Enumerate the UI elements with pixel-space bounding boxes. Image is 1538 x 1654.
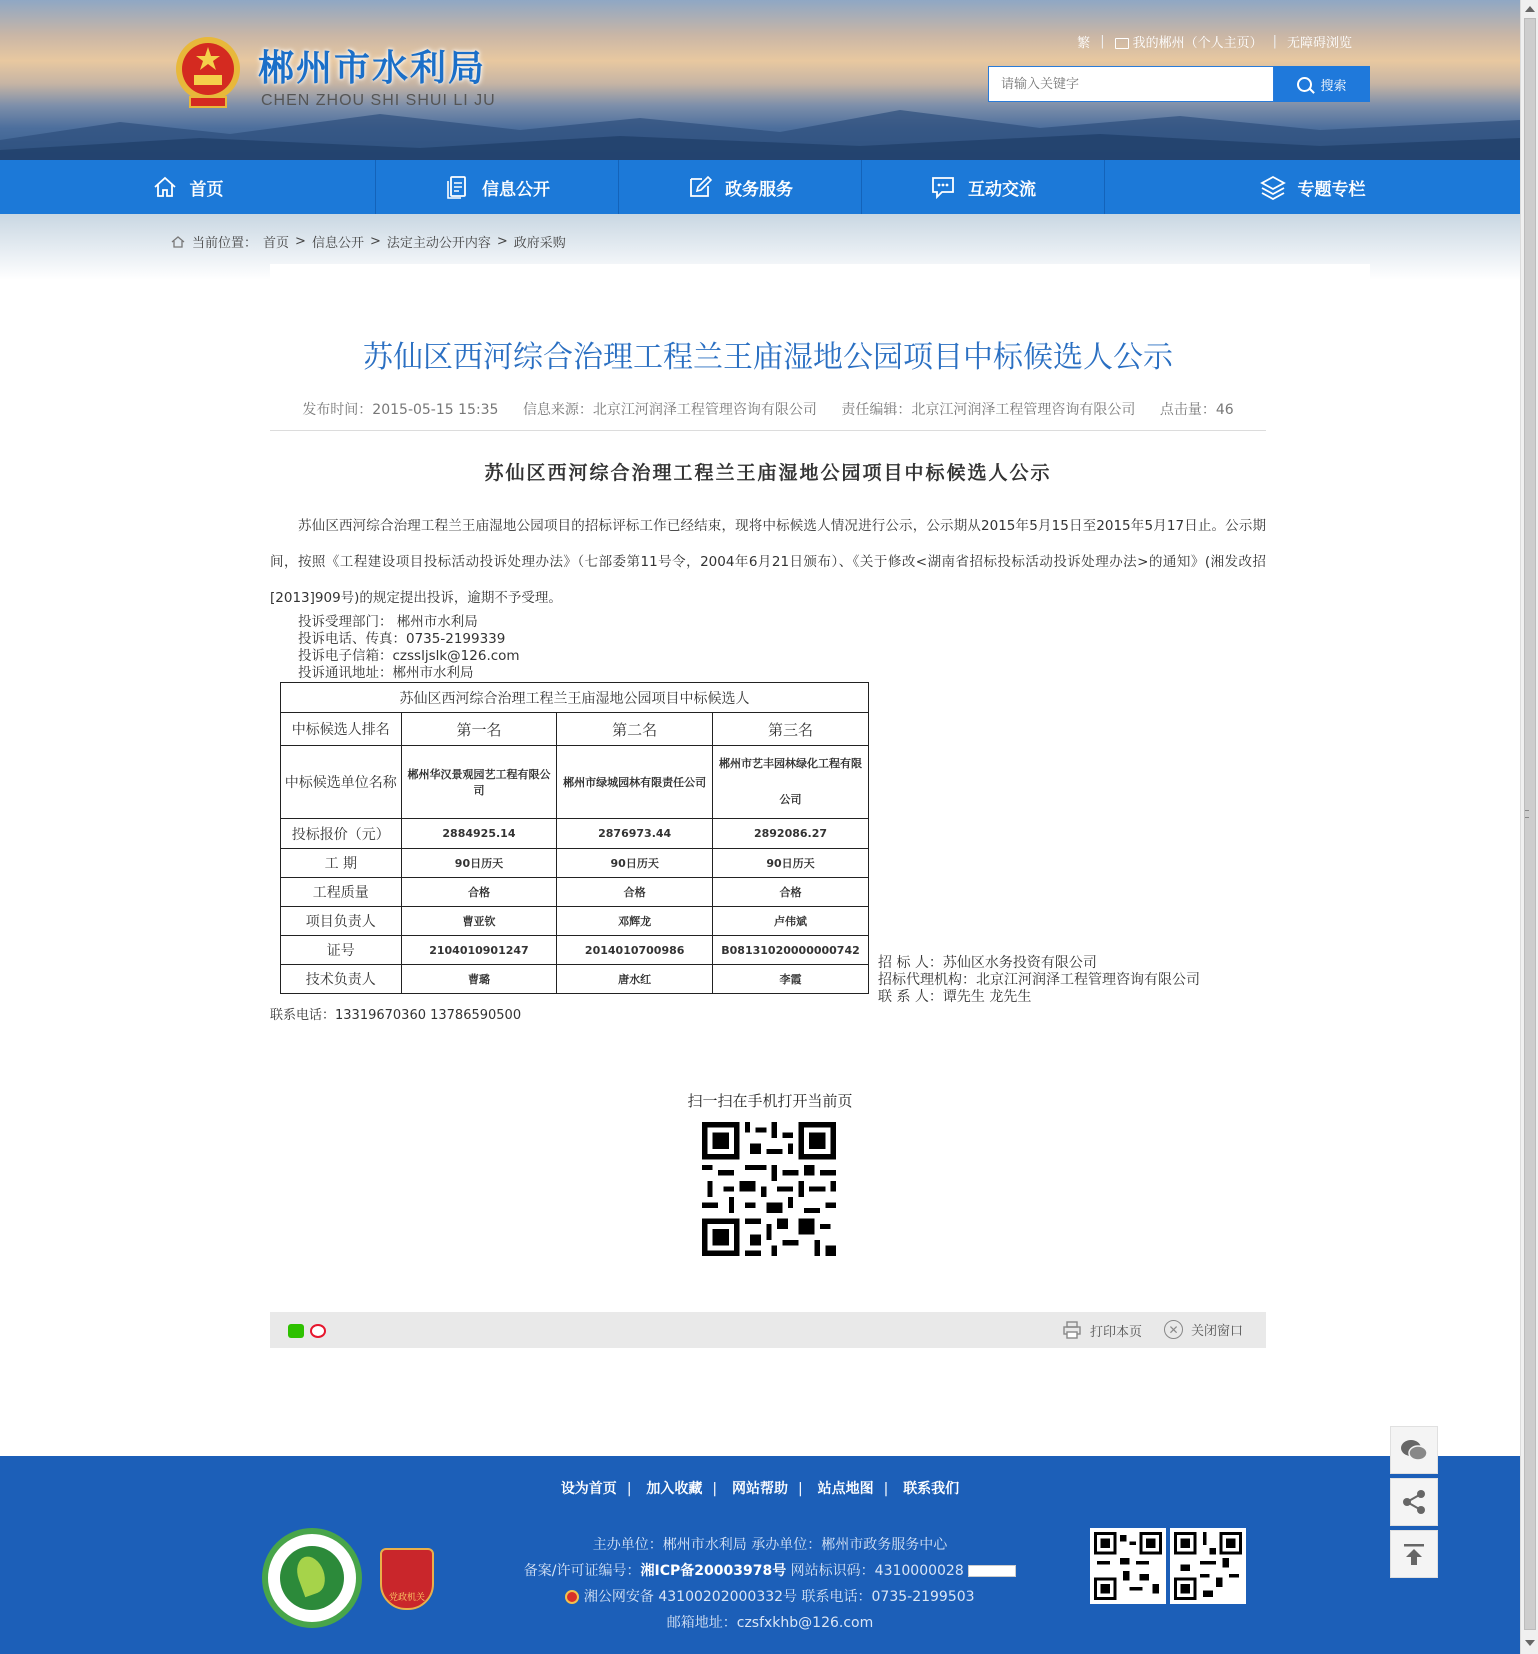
table-cell: 90日历天 [401,849,557,878]
search-input[interactable] [988,66,1274,102]
nav-item-label: 政务服务 [725,179,793,200]
nav-item-home[interactable] [0,160,376,214]
table-row [281,936,869,965]
complaint-address: 投诉通讯地址：郴州市水利局 [298,665,474,681]
home-icon [152,174,178,200]
table-cell: 曹亚钦 [401,907,557,936]
table-cell: 合格 [557,878,713,907]
table-cell: 2104010901247 [401,936,557,965]
footer-link-set-home[interactable]: 设为首页 [560,1481,617,1497]
chat-icon [930,174,956,200]
table-cell: 2892086.27 [713,819,869,849]
qr-code-icon [702,1122,836,1256]
separator: | [712,1481,718,1497]
footer-info [430,1532,1110,1636]
table-cell: 合格 [401,878,557,907]
scroll-up-arrow-icon[interactable] [1525,6,1535,12]
qr-code-icon [1090,1528,1166,1604]
footer-police-line [430,1584,1110,1610]
separator: | [1100,34,1105,49]
qr-caption: 扫一扫在手机打开当前页 [687,1092,853,1110]
table-cell: 卢伟斌 [713,907,869,936]
police-badge-icon [565,1590,579,1604]
table-row [281,907,869,936]
tenderer-line: 招 标 人：苏仙区水务投资有限公司 [878,955,1097,971]
nav-item-label: 信息公开 [482,179,550,200]
badge-label: 党政机关 [388,1593,425,1603]
police-record[interactable]: 湘公网安备 43100202000332号 [583,1589,798,1605]
monitor-icon [1115,38,1129,49]
table-cell: 郴州市绿城园林有限责任公司 [557,746,713,819]
edit-icon [687,174,713,200]
share-bar [270,1312,1266,1348]
footer-email: 邮箱地址：czsfxkhb@126.com [666,1615,874,1631]
share-float-button[interactable] [1390,1478,1438,1526]
site-code: 网站标识码：4310000028 [790,1563,964,1579]
national-emblem-icon [172,33,244,113]
contact-phone: 联系电话：13319670360 13786590500 [270,1008,522,1023]
scroll-down-arrow-icon[interactable] [1525,1640,1535,1646]
table-header-cell: 第二名 [557,713,713,746]
civilization-badge-icon[interactable] [262,1528,362,1628]
responsible-editor: 责任编辑：北京江河润泽工程管理咨询有限公司 [841,402,1136,418]
search-button[interactable] [1274,66,1370,102]
traditional-chinese-link[interactable]: 繁 [1077,36,1091,51]
row-label: 中标候选单位名称 [281,746,402,819]
separator: | [883,1481,889,1497]
back-to-top-icon [1400,1540,1428,1568]
breadcrumb-item-home[interactable]: 首页 [263,236,290,251]
layers-icon [1260,174,1286,200]
table-header-cell: 第三名 [713,713,869,746]
footer-phone: 联系电话：0735-2199503 [801,1589,975,1605]
publish-time: 发布时间：2015-05-15 15:35 [302,402,499,418]
breadcrumb-item-statutory[interactable]: 法定主动公开内容 [386,236,491,251]
site-header [0,0,1520,160]
print-button[interactable] [1062,1320,1142,1340]
article-title: 苏仙区西河综合治理工程兰王庙湿地公园项目中标候选人公示 [363,340,1173,375]
table-header-cell: 中标候选人排名 [281,713,402,746]
close-window-button[interactable] [1164,1320,1243,1339]
breadcrumb-prefix: 当前位置： [192,236,258,251]
table-row [281,965,869,994]
row-label: 工 期 [281,849,402,878]
table-row [281,746,869,819]
home-icon [170,234,186,250]
table-cell: 邓辉龙 [557,907,713,936]
nav-item-special-topics[interactable] [1105,160,1520,214]
footer-link-sitemap[interactable]: 站点地图 [817,1481,874,1497]
site-footer [0,1456,1520,1654]
nav-item-label: 首页 [189,179,224,200]
complaint-info [298,614,520,682]
row-label: 项目负责人 [281,907,402,936]
scrollbar-thumb[interactable] [1524,18,1536,1630]
close-icon: ✕ [1164,1320,1183,1339]
accessibility-link[interactable]: 无障碍浏览 [1286,36,1352,51]
wechat-icon [1399,1437,1429,1463]
footer-link-favorite[interactable]: 加入收藏 [646,1481,703,1497]
document-icon [444,174,470,200]
table-cell: 合格 [713,878,869,907]
tenderer-info [878,955,1200,1006]
table-cell: B08131020000000742 [713,936,869,965]
top-links [1077,32,1352,51]
row-label: 证号 [281,936,402,965]
table-cell: 90日历天 [713,849,869,878]
site-title[interactable]: 郴州市水利局 [258,48,487,89]
breadcrumb-item-info[interactable]: 信息公开 [311,236,364,251]
wechat-float-button[interactable] [1390,1426,1438,1474]
tenderer-line: 联 系 人：谭先生 龙先生 [878,989,1032,1005]
info-source: 信息来源：北京江河润泽工程管理咨询有限公司 [522,402,817,418]
table-row [281,819,869,849]
footer-license-line [430,1558,1110,1584]
breadcrumb-item-procurement[interactable]: 政府采购 [513,236,566,251]
row-label: 技术负责人 [281,965,402,994]
weibo-share-icon[interactable] [310,1324,326,1338]
table-row [281,878,869,907]
row-label: 投标报价（元） [281,819,402,849]
table-header-cell: 第一名 [401,713,557,746]
table-cell: 90日历天 [557,849,713,878]
share-icon [1400,1488,1428,1516]
table-caption: 苏仙区西河综合治理工程兰王庙湿地公园项目中标候选人 [281,683,869,713]
print-label: 打印本页 [1090,1324,1143,1340]
nav-item-label: 互动交流 [968,179,1036,200]
table-caption-row [281,683,869,713]
table-cell: 2884925.14 [401,819,557,849]
complaint-dept: 投诉受理部门： 郴州市水利局 [298,614,478,630]
main-nav [0,160,1520,214]
breadcrumb-separator: > [369,234,381,249]
separator: | [626,1481,632,1497]
search-icon [1297,77,1312,92]
article-meta [270,399,1266,419]
footer-links [0,1478,1520,1498]
vertical-scrollbar[interactable] [1520,0,1538,1654]
nav-item-interaction[interactable] [862,160,1105,214]
icp-link[interactable]: 湘ICP备20003978号 [640,1563,787,1579]
scrollbar-grip [1525,810,1529,818]
table-cell: 李霞 [713,965,869,994]
back-to-top-button[interactable] [1390,1530,1438,1578]
table-header-row [281,713,869,746]
breadcrumb [170,232,566,251]
search-button-label: 搜索 [1320,78,1347,94]
nav-item-info-public[interactable] [376,160,619,214]
close-label: 关闭窗口 [1191,1324,1244,1339]
complaint-email: 投诉电子信箱：czssljslk@126.com [298,648,520,664]
table-row [281,849,869,878]
table-cell: 唐水红 [557,965,713,994]
complaint-phone: 投诉电话、传真：0735-2199339 [298,631,506,647]
breadcrumb-separator: > [496,234,508,249]
table-cell: 曹璐 [401,965,557,994]
footer-license-prefix: 备案/许可证编号： [523,1563,641,1579]
footer-sponsor: 主办单位：郴州市水利局 承办单位：郴州市政务服务中心 [592,1537,948,1553]
party-gov-badge-icon[interactable] [380,1548,434,1610]
my-chenzhou-link[interactable] [1115,32,1263,51]
footer-link-help[interactable]: 网站帮助 [732,1481,788,1497]
site-pinyin: CHEN ZHOU SHI SHUI LI JU [261,92,496,109]
view-count: 点击量：46 [1159,402,1234,418]
table-cell: 郴州华汉景观园艺工程有限公司 [401,746,557,819]
separator: | [798,1481,803,1497]
separator: | [1272,34,1277,49]
tenderer-line: 招标代理机构：北京江河润泽工程管理咨询有限公司 [878,972,1200,988]
candidate-table [280,682,869,994]
nav-item-label: 专题专栏 [1297,179,1366,200]
table-cell: 2014010700986 [557,936,713,965]
footer-link-contact[interactable]: 联系我们 [903,1481,960,1497]
nav-item-gov-service[interactable] [619,160,862,214]
notice-body: 苏仙区西河综合治理工程兰王庙湿地公园项目的招标评标工作已经结束，现将中标候选人情况进行公示，公示期从2015年5月15日至2015年5月17日止。公示期间，按照《工程建设项目投标活动投诉处理办法》（七部委第11号令，2004年6月21日颁布）、《关于修改<湖南省招标投标活动投诉处理办法>的通知》(湘发改招[2013]909号)的规定提出投诉，逾期不予受理。 [270,518,1266,606]
wechat-share-icon[interactable] [288,1324,304,1338]
table-cell: 2876973.44 [557,819,713,849]
row-label: 工程质量 [281,878,402,907]
breadcrumb-separator: > [295,234,306,249]
divider [270,430,1266,431]
printer-icon [1062,1320,1082,1340]
table-cell: 郴州市艺丰园林绿化工程有限公司 [713,746,869,819]
my-chenzhou-label: 我的郴州（个人主页） [1132,36,1263,51]
qr-code-icon [1170,1528,1246,1604]
notice-heading: 苏仙区西河综合治理工程兰王庙湿地公园项目中标候选人公示 [484,462,1052,484]
cnzz-icon [968,1565,1016,1577]
